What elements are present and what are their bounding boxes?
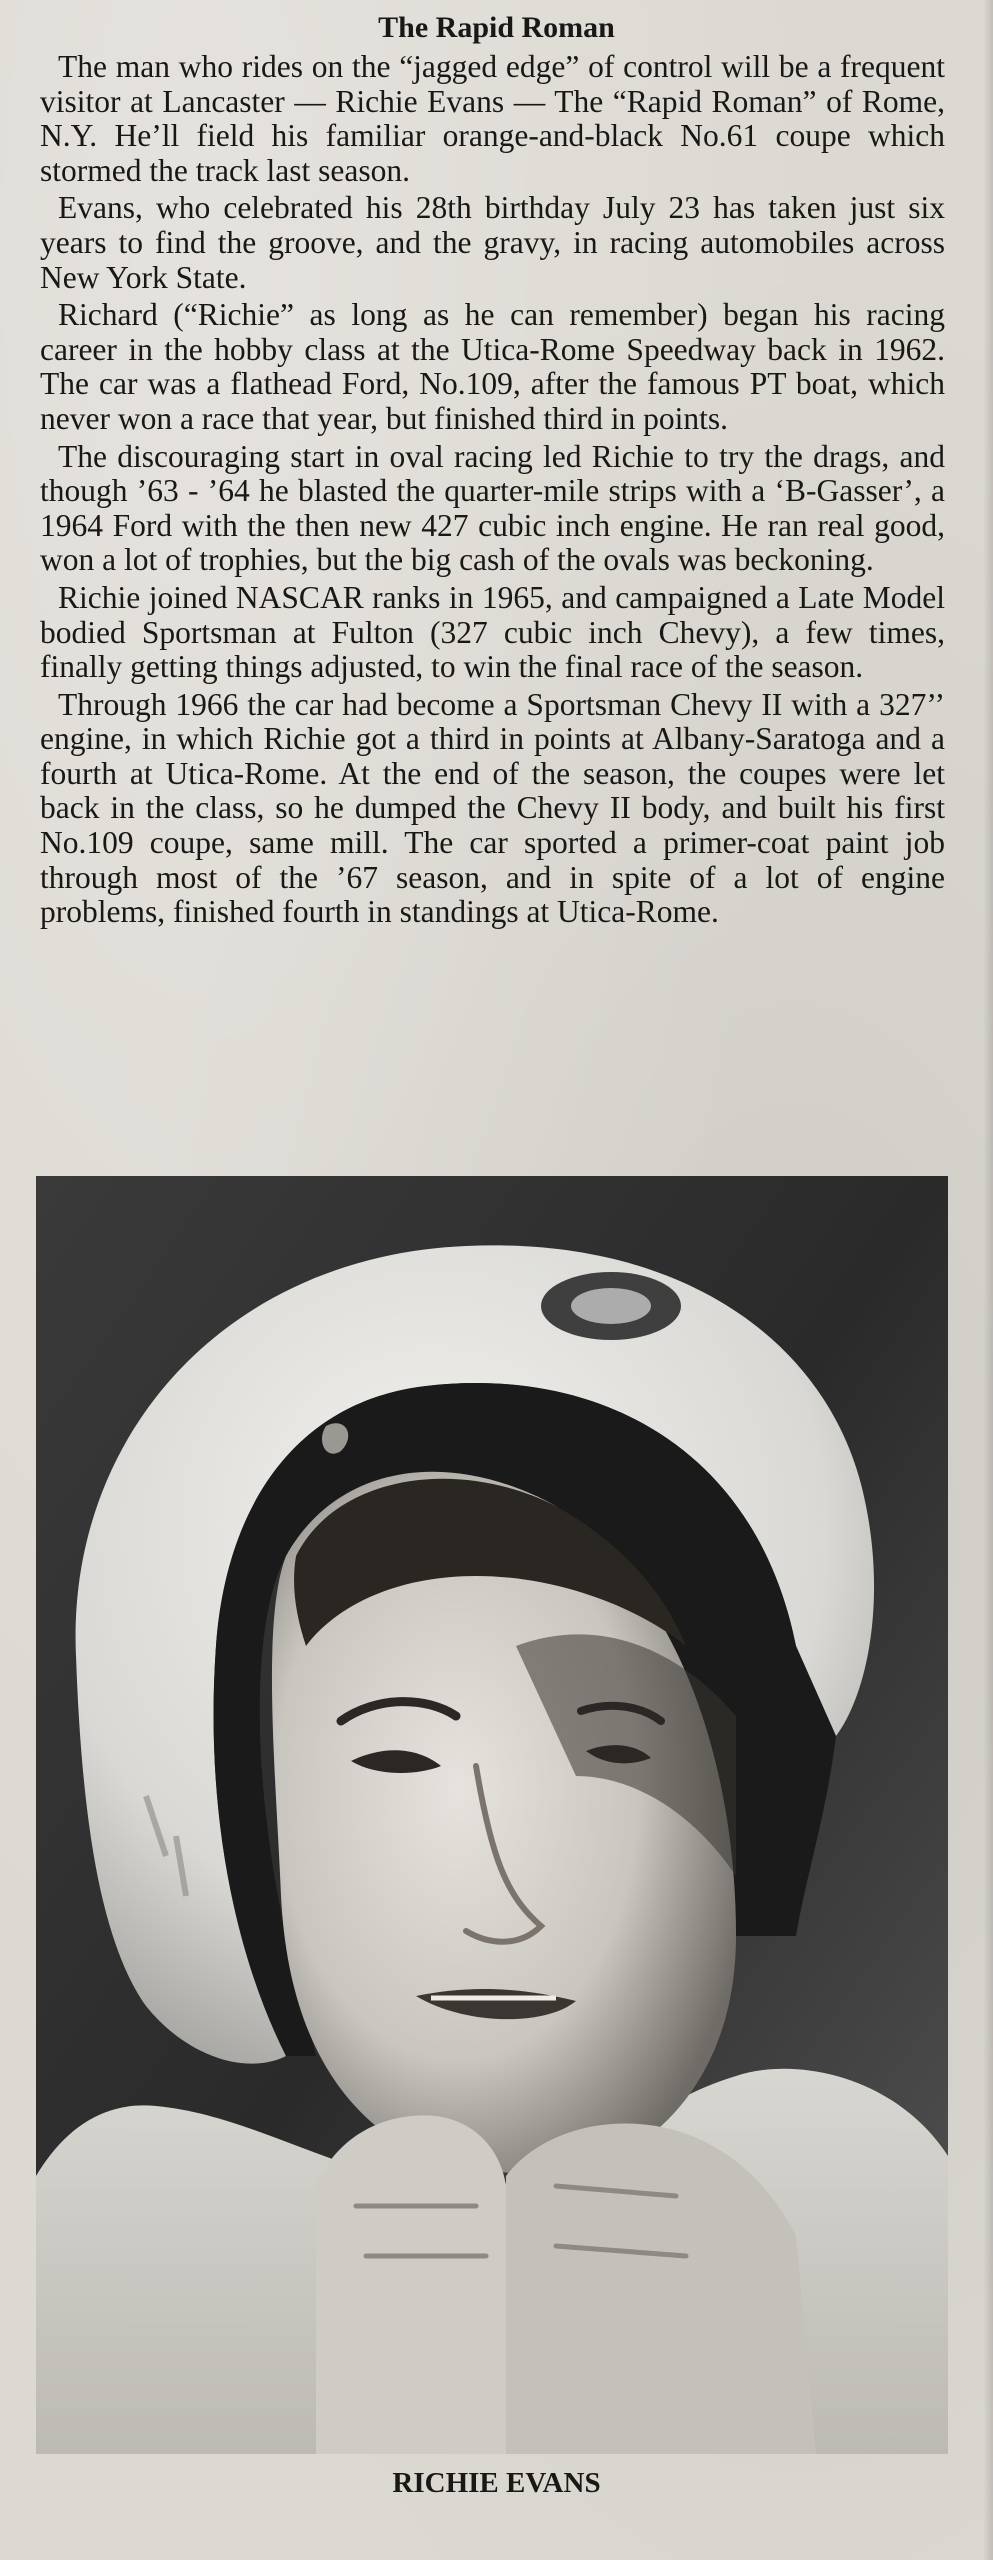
article-paragraph: The man who rides on the “jagged edge” of control will be a frequent visitor at Lancaster — Richie Evans — The “Rapid Roman” of Rome, N.Y. He’ll field his familiar orange-and-black No.61 coupe which stormed the track last season. [40,49,945,188]
photo-caption: RICHIE EVANS [392,2467,601,2499]
article-body [40,50,945,933]
article-paragraph: Richard (“Richie” as long as he can remember) began his racing career in the hobby class at the Utica-Rome Speedway back in 1962. The car was a flathead Ford, No.109, after the famous PT boat, which never won a race that year, but finished third in points. [40,297,945,436]
portrait-photo-illustration [36,1176,948,2454]
article-paragraph: The discouraging start in oval racing led Richie to try the drags, and though ’63 - ’64 he blasted the quarter-mile strips with a ‘B-Gasser’, a 1964 Ford with the then new 427 cubic inch engine. He ran real good, won a lot of trophies, but the big cash of the ovals was beckoning. [40,438,945,578]
article-paragraph: Richie joined NASCAR ranks in 1965, and campaigned a Late Model bodied Sportsman at Fulton (327 cubic inch Chevy), a few times, finally getting things adjusted, to win the final race of the season. [40,579,945,685]
article-paragraph: Through 1966 the car had become a Sportsman Chevy II with a 327’’ engine, in which Richie got a third in points at Albany-Saratoga and a fourth at Utica-Rome. At the end of the season, the coupes were let back in the class, so he dumped the Chevy II body, and built his first No.109 coupe, same mill. The car sported a primer-coat paint job through most of the ’67 season, and in spite of a lot of engine problems, finished fourth in standings at Utica-Rome. [40,686,945,930]
portrait-photo [36,1176,948,2454]
article-title: The Rapid Roman [378,11,615,44]
clipping-edge-shadow [983,0,993,2560]
article-paragraph: Evans, who celebrated his 28th birthday July 23 has taken just six years to find the groove, and the gravy, in racing automobiles across New York State. [40,190,945,295]
hand-left [316,2115,506,2454]
